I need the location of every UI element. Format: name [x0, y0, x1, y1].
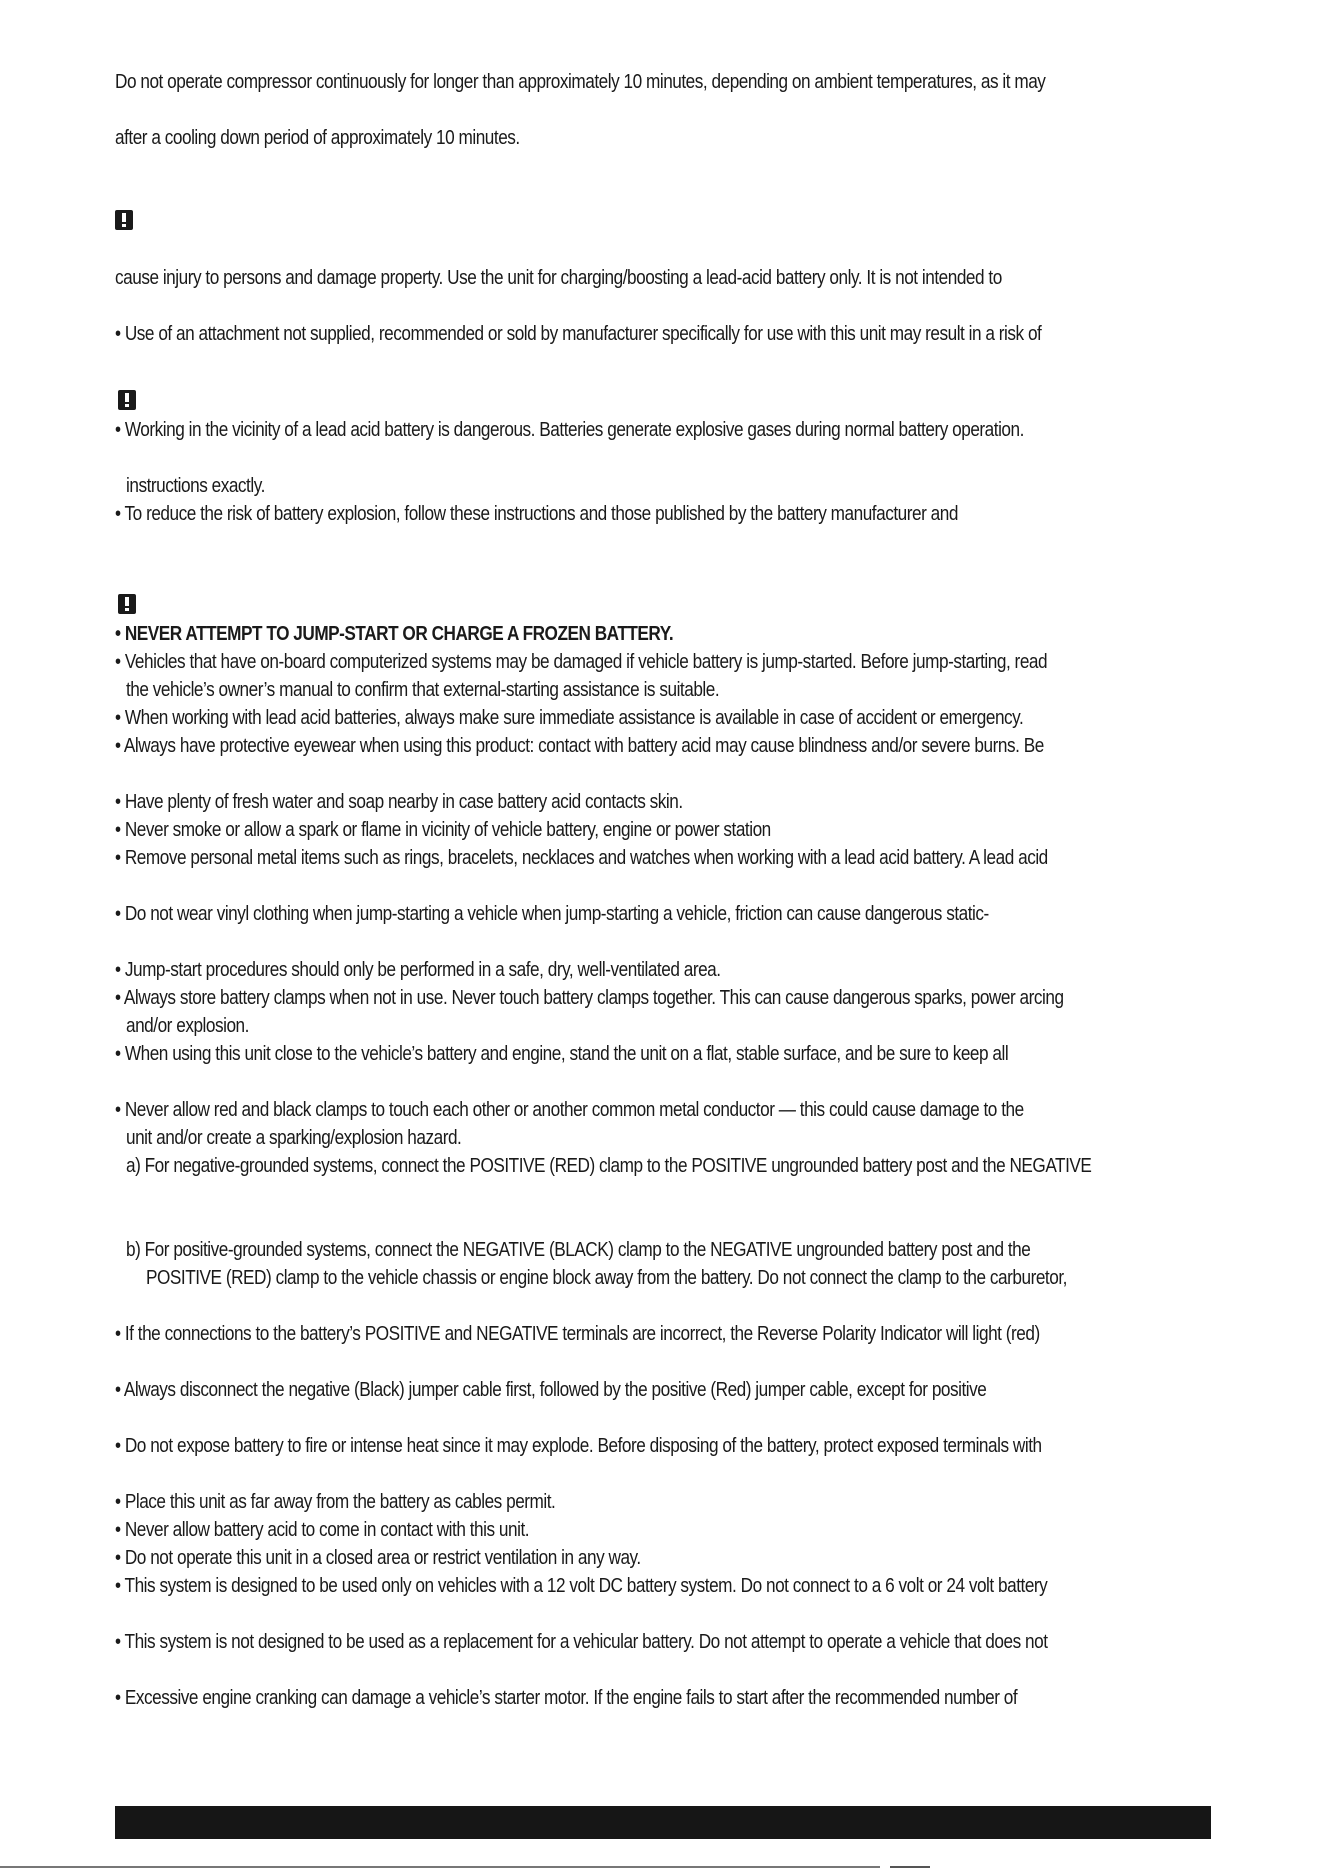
- list-item: • Always store battery clamps when not in use. Never touch battery clamps together. This can cause dangerous sparks, power arcing: [115, 987, 1064, 1009]
- warning-heading: • NEVER ATTEMPT TO JUMP-START OR CHARGE A FROZEN BATTERY.: [115, 623, 674, 645]
- text-line: after a cooling down period of approximately 10 minutes.: [115, 127, 520, 149]
- list-item: • Have plenty of fresh water and soap nearby in case battery acid contacts skin.: [115, 791, 683, 813]
- divider: [0, 1866, 880, 1868]
- list-item-continuation: and/or explosion.: [126, 1015, 249, 1037]
- list-item: • Do not wear vinyl clothing when jump-starting a vehicle when jump-starting a vehicle, friction can cause dangerous static-: [115, 903, 989, 925]
- list-item: • Never allow red and black clamps to touch each other or another common metal conductor — this could cause damage to the: [115, 1099, 1024, 1121]
- list-item: • When using this unit close to the vehicle’s battery and engine, stand the unit on a flat, stable surface, and be sure to keep all: [115, 1043, 1009, 1065]
- list-item: • Place this unit as far away from the battery as cables permit.: [115, 1491, 556, 1513]
- list-item: • Never smoke or allow a spark or flame in vicinity of vehicle battery, engine or power station: [115, 819, 771, 841]
- text-line: • Use of an attachment not supplied, recommended or sold by manufacturer specifically for use with this unit may result in a risk of: [115, 323, 1042, 345]
- list-item: • When working with lead acid batteries, always make sure immediate assistance is available in case of accident or emergency.: [115, 707, 1024, 729]
- warning-icon: [118, 594, 136, 614]
- list-item: • Always have protective eyewear when using this product: contact with battery acid may cause blindness and/or severe burns. Be: [115, 735, 1044, 757]
- list-item-continuation: the vehicle’s owner’s manual to confirm that external-starting assistance is suitable.: [126, 679, 720, 701]
- text-line: • To reduce the risk of battery explosion, follow these instructions and those published by the battery manufacturer and: [115, 503, 958, 525]
- warning-icon: [118, 390, 136, 410]
- text-line: instructions exactly.: [126, 475, 265, 497]
- list-item-continuation: unit and/or create a sparking/explosion hazard.: [126, 1127, 462, 1149]
- list-item: • Jump-start procedures should only be performed in a safe, dry, well-ventilated area.: [115, 959, 721, 981]
- text-line: Do not operate compressor continuously for longer than approximately 10 minutes, depending on ambient temperatures, as it may: [115, 71, 1046, 93]
- sub-item: a) For negative-grounded systems, connect the POSITIVE (RED) clamp to the POSITIVE ungrounded battery post and the NEGATIVE: [126, 1155, 1092, 1177]
- list-item: • Do not operate this unit in a closed area or restrict ventilation in any way.: [115, 1547, 641, 1569]
- list-item: • Never allow battery acid to come in contact with this unit.: [115, 1519, 530, 1541]
- sub-item-continuation: POSITIVE (RED) clamp to the vehicle chassis or engine block away from the battery. Do not connect the clamp to the carburetor,: [146, 1267, 1067, 1289]
- list-item: • If the connections to the battery’s POSITIVE and NEGATIVE terminals are incorrect, the Reverse Polarity Indicator will light (red): [115, 1323, 1040, 1345]
- list-item: • Always disconnect the negative (Black) jumper cable first, followed by the positive (Red) jumper cable, except for positive: [115, 1379, 987, 1401]
- list-item: • Excessive engine cranking can damage a vehicle’s starter motor. If the engine fails to start after the recommended number of: [115, 1687, 1018, 1709]
- footer-bar: [115, 1806, 1211, 1839]
- list-item: • Vehicles that have on-board computerized systems may be damaged if vehicle battery is jump-started. Before jump-starting, read: [115, 651, 1048, 673]
- warning-icon: [115, 210, 133, 230]
- list-item: • Remove personal metal items such as rings, bracelets, necklaces and watches when working with a lead acid battery. A lead acid: [115, 847, 1048, 869]
- sub-item: b) For positive-grounded systems, connect the NEGATIVE (BLACK) clamp to the NEGATIVE ungrounded battery post and the: [126, 1239, 1031, 1261]
- list-item: • Do not expose battery to fire or intense heat since it may explode. Before disposing of the battery, protect exposed terminals with: [115, 1435, 1042, 1457]
- divider: [890, 1866, 930, 1868]
- list-item: • This system is designed to be used only on vehicles with a 12 volt DC battery system. Do not connect to a 6 volt or 24 volt battery: [115, 1575, 1048, 1597]
- list-item: • This system is not designed to be used as a replacement for a vehicular battery. Do not attempt to operate a vehicle that does not: [115, 1631, 1048, 1653]
- text-line: • Working in the vicinity of a lead acid battery is dangerous. Batteries generate explosive gases during normal battery operation.: [115, 419, 1024, 441]
- text-line: cause injury to persons and damage property. Use the unit for charging/boosting a lead-acid battery only. It is not intended to: [115, 267, 1002, 289]
